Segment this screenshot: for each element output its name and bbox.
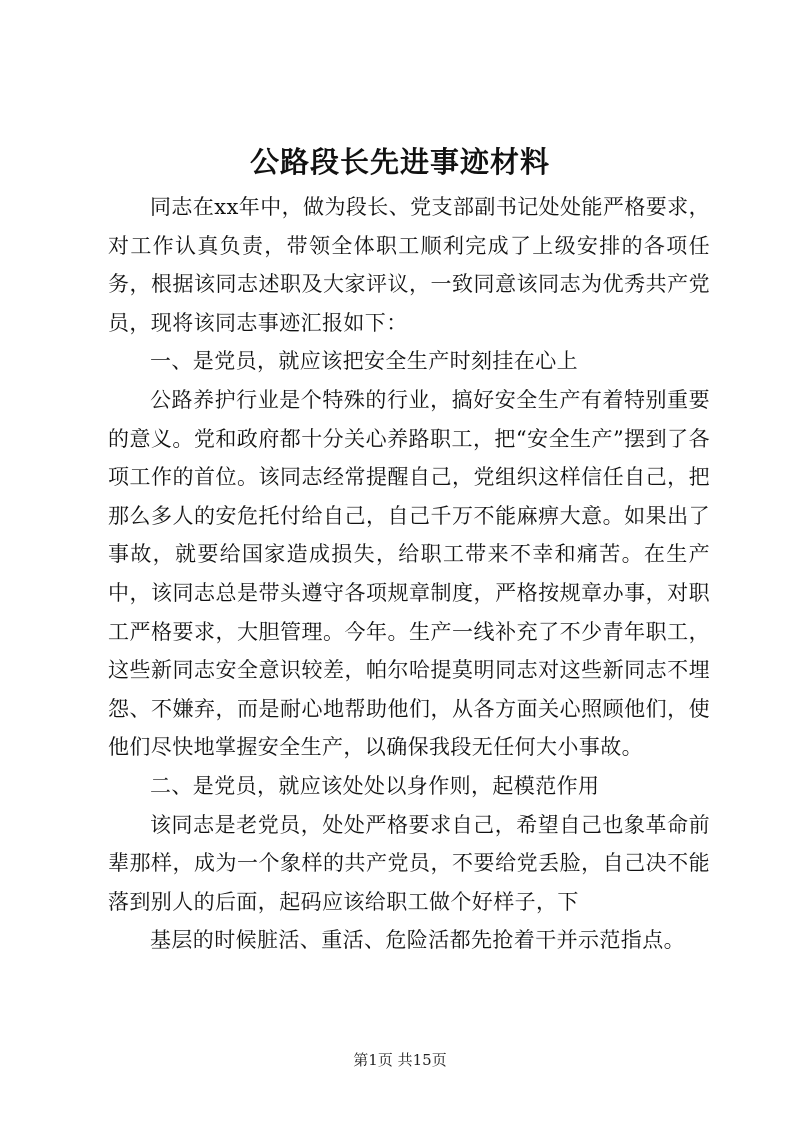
section-heading-2: 二、是党员，就应该处处以身作则，起模范作用 xyxy=(150,773,600,798)
section-heading-1: 一、是党员，就应该把安全生产时刻挂在心上 xyxy=(150,349,578,374)
page-number-footer: 第1页 共15页 xyxy=(353,1051,447,1069)
document-body xyxy=(108,188,710,960)
section-2-paragraph-continued: 基层的时候脏活、重活、危险活都先抢着干并示范指点。 xyxy=(150,928,685,953)
section-2-paragraph: 该同志是老党员，处处严格要求自己，希望自己也象革命前辈那样，成为一个象样的共产党员，不要给党丢脸，自己决不能落到别人的后面，起码应该给职工做个好样子，下 xyxy=(108,812,710,914)
intro-paragraph: 同志在xx年中，做为段长、党支部副书记处处能严格要求，对工作认真负责，带领全体职工顺利完成了上级安排的各项任务，根据该同志述职及大家评议，一致同意该同志为优秀共产党员，现将该同志事迹汇报如下： xyxy=(108,195,710,335)
document-title: 公路段长先进事迹材料 xyxy=(249,145,550,179)
section-1-paragraph: 公路养护行业是个特殊的行业，搞好安全生产有着特别重要的意义。党和政府都十分关心养路职工，把“安全生产”摆到了各项工作的首位。该同志经常提醒自己，党组织这样信任自己，把那么多人的安危托付给自己，自己千万不能麻痹大意。如果出了事故，就要给国家造成损失，给职工带来不幸和痛苦。在生产中，该同志总是带头遵守各项规章制度，严格按规章办事，对职工严格要求，大胆管理。今年。生产一线补充了不少青年职工，这些新同志安全意识较差，帕尔哈提莫明同志对这些新同志不埋怨、不嫌弃，而是耐心地帮助他们，从各方面关心照顾他们，使他们尽快地掌握安全生产，以确保我段无任何大小事故。 xyxy=(108,387,710,760)
